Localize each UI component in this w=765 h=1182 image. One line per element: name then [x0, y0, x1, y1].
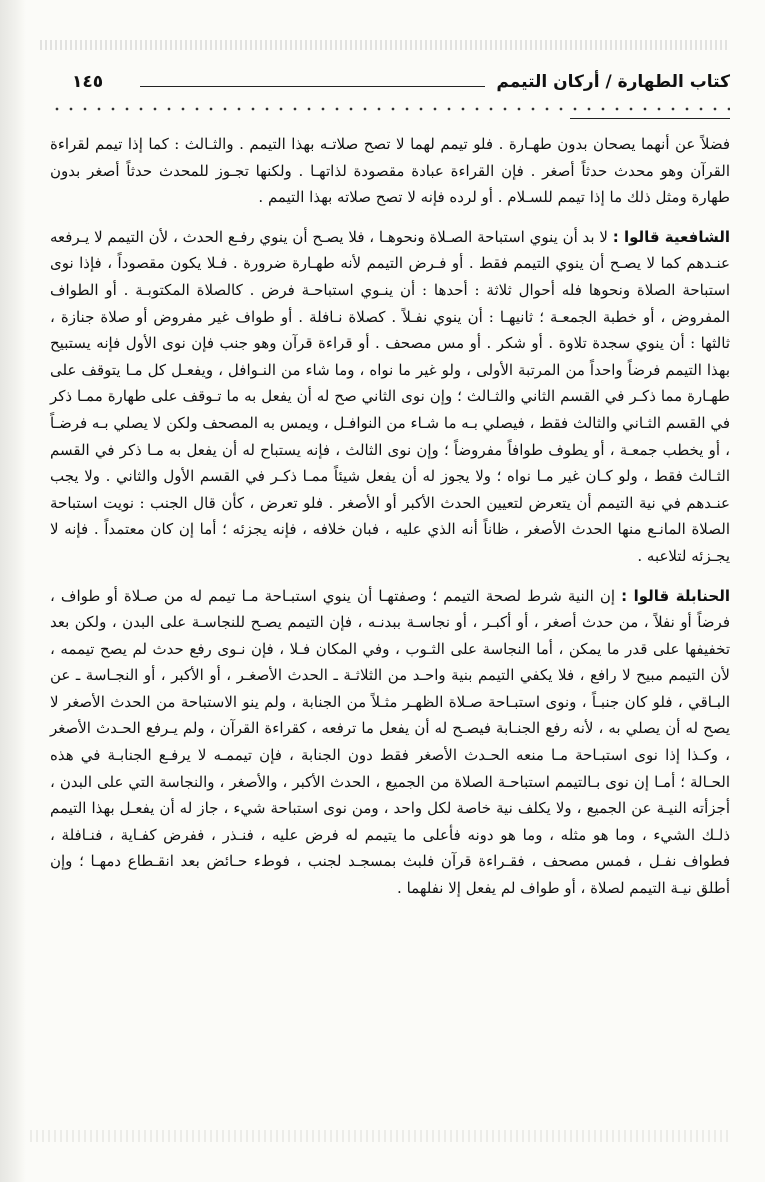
scan-edge-shadow — [0, 0, 26, 1182]
paragraph-gap — [50, 211, 730, 224]
page-number: ١٤٥ — [72, 72, 104, 92]
paragraph-text: فضلاً عن أنهما يصحان بدون طهـارة . فلو تيمم لهما لا تصح صلاتـه بهذا التيمم . والثـالث : كما إذا تيمم لقراءة القرآن وهو محدث حدثاً أصغر . فإن القراءة عبادة مقصودة لذاتهـا . ولكنها تجـوز للمحدث حدثاً أصغر بدون طهارة ومثل ذلك ما إذا تيمم للسـلام . أو لرده فإنه لا تصح صلاته بهذا التيمم . — [50, 135, 730, 207]
running-header — [50, 72, 730, 102]
school-heading-shafii: الشافعية قالوا : — [612, 227, 730, 246]
paragraph-continuation — [50, 131, 730, 211]
scan-top-noise — [40, 40, 730, 50]
paragraph-text: إن النية شرط لصحة التيمم ؛ وصفتهـا أن ينوي استبـاحة مـا تيمم له من صـلاة أو طواف ، فرضاً أو نفلاً ، من حدث أصغر ، أو أكبـر ، أو نجاسـة ببدنـه ، فإن التيمم يصـح للنجاسـة على البدن ، ولكن بعد تخفيفها على قدر ما يمكن ، أما النجاسة على الثـوب ، وفي المكان فـلا ، فإن نـوى رفع حدث لم يصح تيممه ، لأن التيمم مبيح لا رافع ، فلا يكفي التيمم بنية واحـد من الثلاثـة ـ الحدث الأصغـر ، أو الأكبر ، أو النجـاسة ـ عن البـاقي ، فلو كان جنبـاً ، ونوى استبـاحة صـلاة الظهـر مثـلاً من الجنابة ، ولم ينو الاستباحة من الحدث الأصغر لا يصح له أن يصلي به ، لأنه رفع الجنـابة فيصـح له أن يفعل ما ترفعه ، كقراءة القرآن ، ولم يـرفع الحـدث الأصغر ، وكـذا إذا نوى استبـاحة مـا منعه الحـدث الأصغر فقط دون الجنابة ، فإن تيممـه لا يرفـع الجنابـة في هذه الحـالة ؛ أمـا إن نوى بـالتيمم استباحـة الصلاة من الجميع ، الحدث الأكبر ، والأصغر ، والنجاسة التي على البدن ، أجزأته النيـة عن الجميع ، ولا يكلف نية خاصة لكل واحد ، ومن نوى استباحة شيء ، جاز له أن يفعـل بهذا التيمم ذلـك الشيء ، وما هو مثله ، وما هو دونه فأعلى ما يتيمم له فرض عليه ، فنـذر ، ففرض كفـاية ، فنـافلة ، فطواف نفـل ، فمس مصحف ، فقـراءة قرآن فلبث بمسجـد لجنب ، فوطء حـائض بعد انقـطاع دمهـا ؛ وإن أطلق نيـة التيمم لصلاة ، أو طواف لم يفعل إلا نفلهما . — [50, 586, 730, 898]
paragraph-shafii — [50, 224, 730, 570]
paragraph-text: لا بد أن ينوي استباحة الصـلاة ونحوهـا ، فلا يصـح أن ينوي رفـع الحدث ، لأن التيمم لا يـرفعه عنـدهم كما لا يصـح أن ينوي التيمم فقط . أو فـرض التيمم لأنه طهـارة ضرورة . فـلا يكون مقصوداً ، فإذا نوى استباحة الصلاة ونحوها فله أحوال ثلاثة : أحدها : أن ينـوي استباحـة فرض . كالصلاة المكتوبـة . أو الطواف المفروض ، أو خطبة الجمعـة ؛ ثانيهـا : أن ينوي نفـلاً . كصلاة نـافلة . أو طواف غير مفروض أو صلاة جنازة ، ثالثها : أن ينوي سجدة تلاوة . أو شكر . أو مس مصحف . أو قراءة قرآن وهو جنب فإن نوى الأول فإنه يستبيح بهذا التيمم فرضاً واحداً من المرتبة الأولى ، ولو غير ما نواه ، وما شاء من النـوافل ، ويفعـل كل مـا يتوقف على طهـارة مما ذكـر في القسم الثاني والثـالث ؛ وإن نوى الثاني صح له أن يفعل به ما تـوقف على طهارة ممـا ذكر في القسم الثـاني والثالث فقط ، فيصلي بـه ما شـاء من النوافـل ، ويمس به المصحف ولكن لا يصلي بـه فرضـاً ، أو يخطب جمعـة ، أو يطوف طوافاً مفروضاً ؛ وإن نوى الثالث ، فإنه يستباح له أن يفعل به مـا ذكر في القسم الثـالث فقط ، ولو كـان غير مـا نواه ؛ ولا يجوز له أن يفعل شيئاً ممـا ذكـر في القسم الأول والثاني . ولا يجب عنـدهم في نية التيمم أن يتعرض لتعيين الحدث الأكبر أو الأصغر . فلو تعرض ، كأن قال الجنب : نويت استباحة الصلاة المانـع منها الحدث الأصغر ، ظاناً أنه الذي عليه ، فبان خلافه ، فإنه يجزئه ؛ أما إن كان معتمداً . فإنه لا يجـزئه لتلاعبه . — [50, 227, 730, 565]
short-rule — [570, 118, 730, 119]
book-page — [50, 72, 730, 902]
chapter-title: كتاب الطهارة / أركان التيمم — [496, 72, 730, 92]
paragraph-gap — [50, 570, 730, 583]
school-heading-hanbali: الحنابلة قالوا : — [621, 586, 730, 605]
dotted-separator — [50, 104, 730, 114]
paragraph-hanbali — [50, 583, 730, 902]
scan-bottom-noise — [30, 1130, 730, 1142]
header-rule — [140, 86, 485, 87]
main-text — [50, 131, 730, 902]
